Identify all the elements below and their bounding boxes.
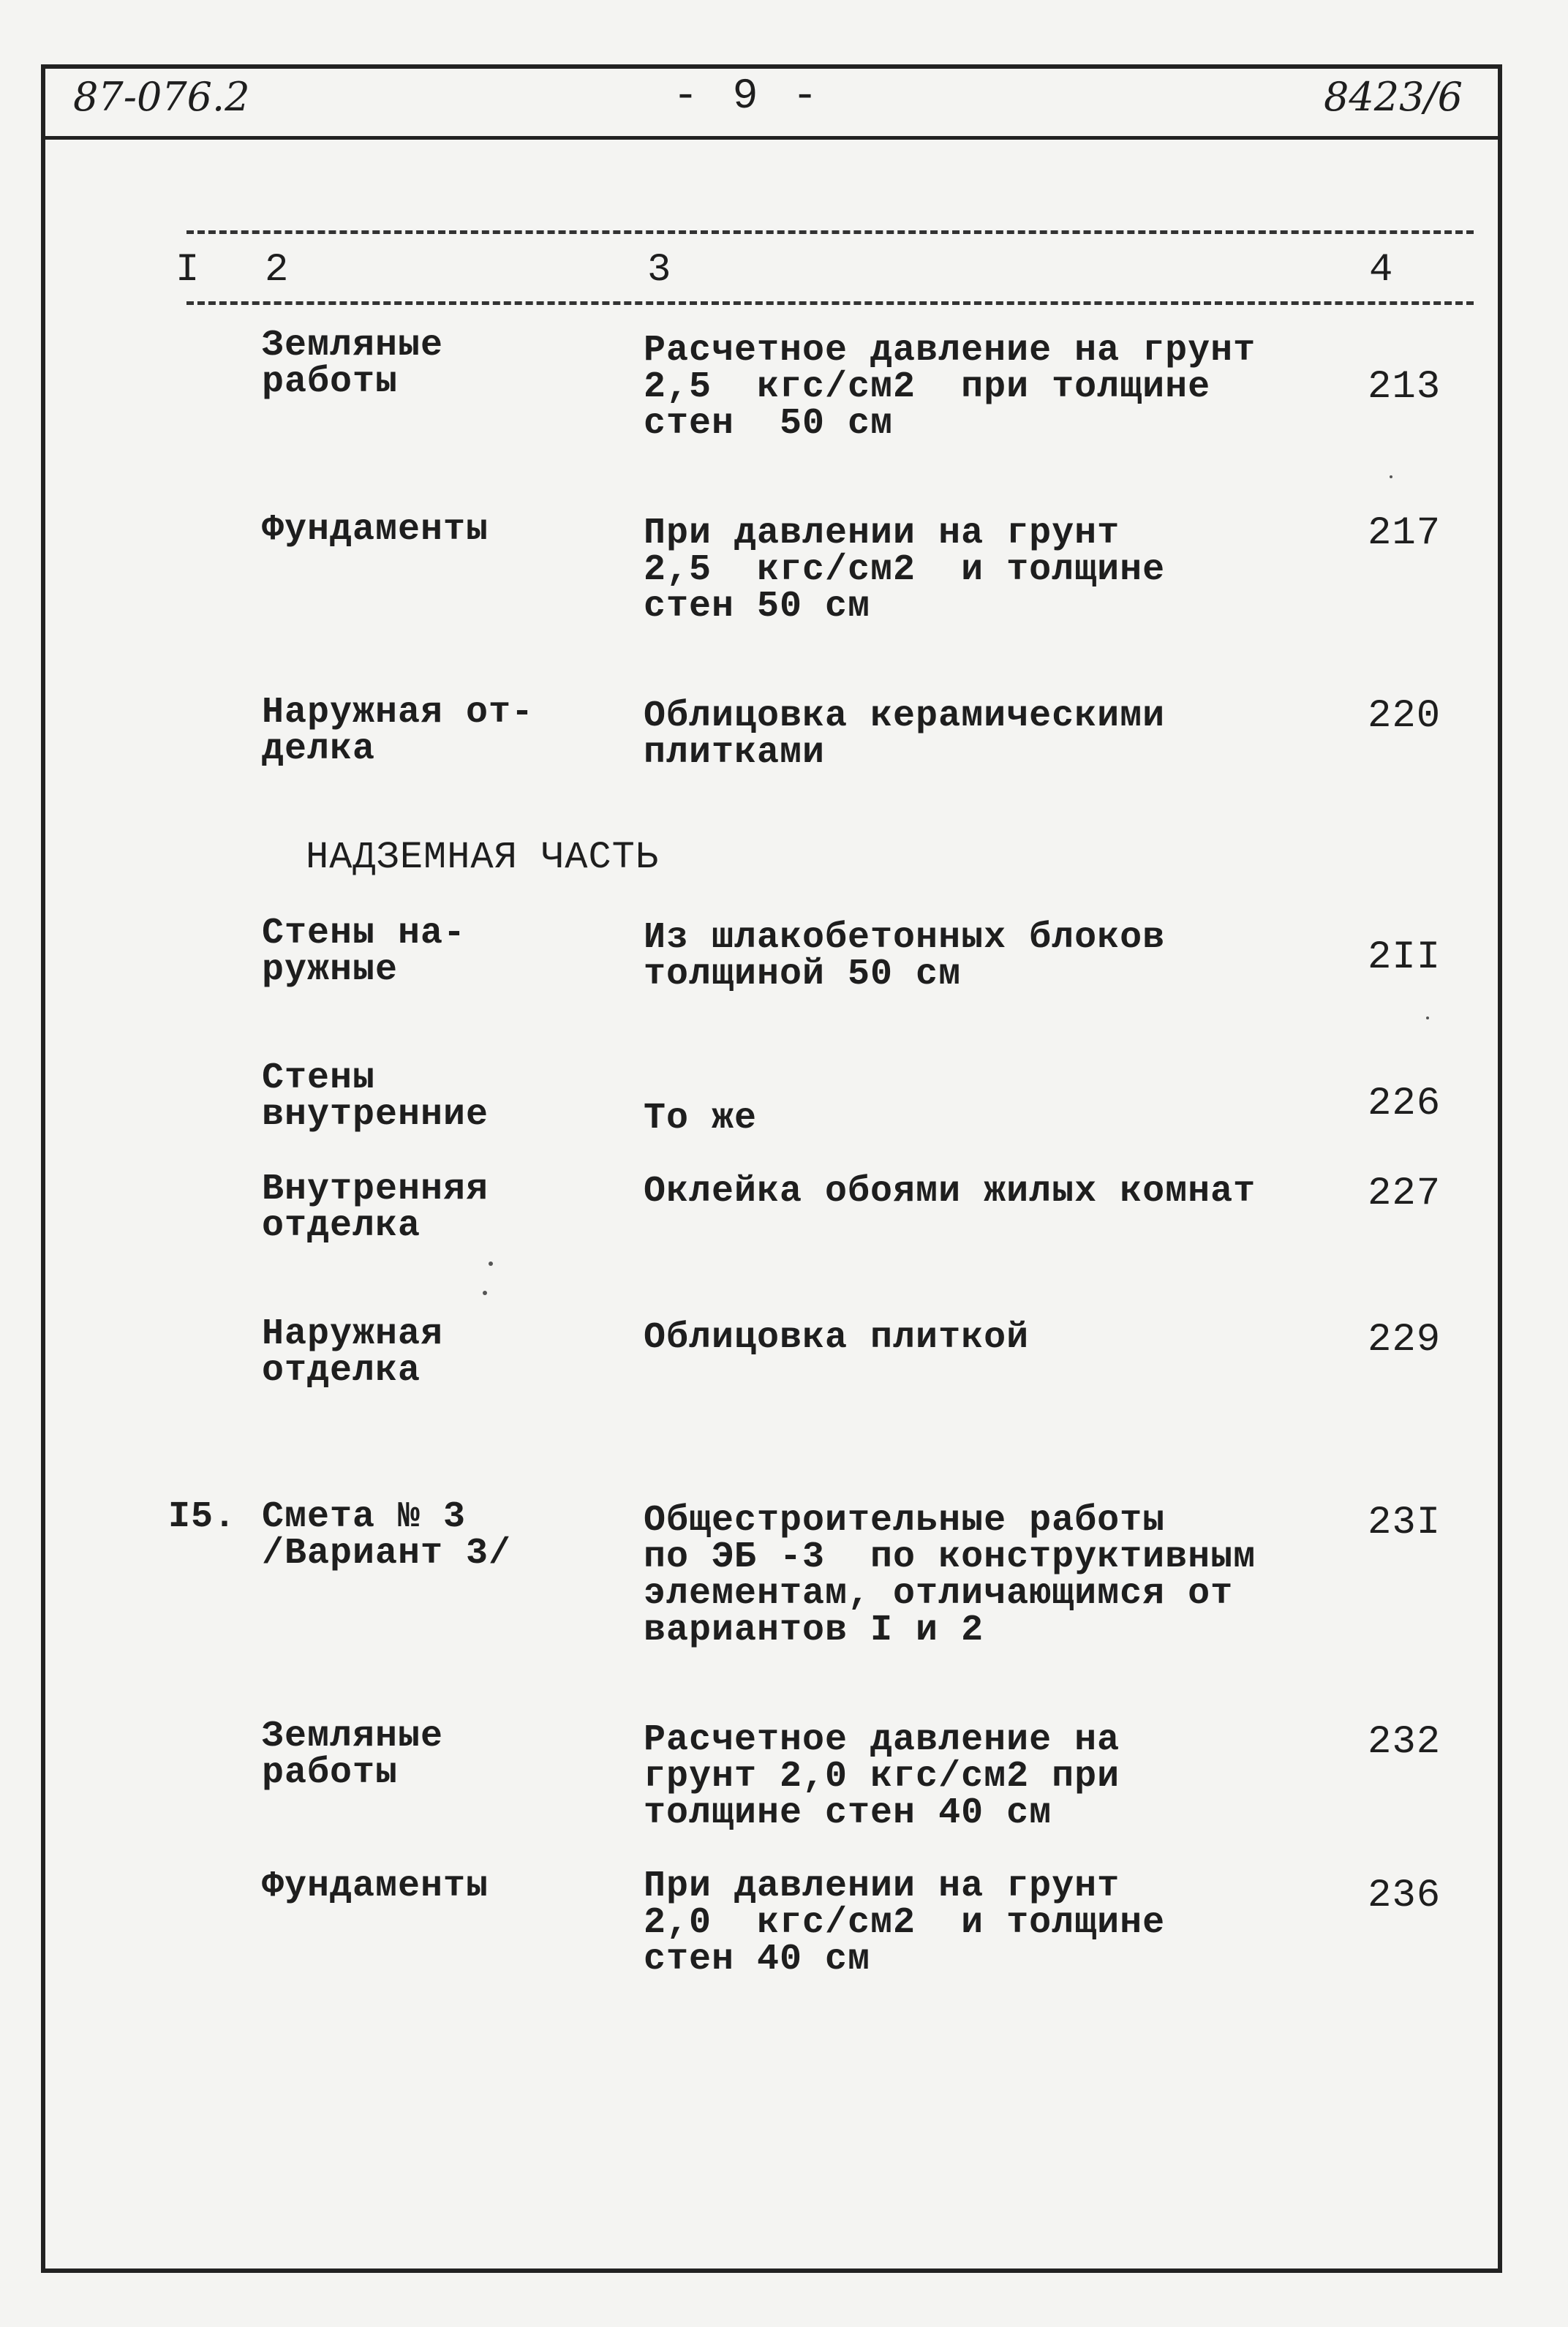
- row-description: Расчетное давление на грунт 2,0 кгс/см2 при толщине стен 40 см: [644, 1719, 1120, 1834]
- row-name: Наружная от- делка: [262, 692, 535, 770]
- row-page: 217: [1368, 511, 1441, 556]
- row-page: 226: [1368, 1082, 1441, 1126]
- row-page: 236: [1368, 1874, 1441, 1918]
- row-description: При давлении на грунт 2,0 кгс/см2 и толщине стен 40 см: [644, 1866, 1166, 1980]
- row-name: Земляные работы: [262, 1716, 444, 1794]
- scan-speck: [1390, 475, 1392, 478]
- row-description: Оклейка обоями жилых комнат: [644, 1171, 1256, 1212]
- column-number-1: I: [176, 248, 200, 293]
- column-number-4: 4: [1369, 248, 1393, 293]
- row-name: Смета № 3 /Вариант 3/: [262, 1496, 512, 1574]
- row-page: 213: [1368, 365, 1441, 410]
- row-description: Расчетное давление на грунт 2,5 кгс/см2 при толщине стен 50 см: [644, 330, 1256, 445]
- row-page: 232: [1368, 1720, 1441, 1765]
- document-code: 87-076.2: [73, 74, 250, 120]
- row-page: 23I: [1368, 1501, 1441, 1545]
- row-page: 2II: [1368, 935, 1441, 980]
- row-name: Фундаменты: [262, 509, 489, 551]
- scan-speck: [483, 1291, 487, 1295]
- row-name: Стены внутренние: [262, 1057, 489, 1136]
- scan-speck: [1426, 1017, 1429, 1019]
- column-number-2: 2: [265, 248, 289, 293]
- row-page: 220: [1368, 694, 1441, 739]
- row-page: 229: [1368, 1318, 1441, 1362]
- scan-speck: [489, 1261, 493, 1266]
- row-description: То же: [644, 1098, 758, 1139]
- row-name: Фундаменты: [262, 1866, 489, 1907]
- row-name: Наружная отделка: [262, 1313, 444, 1392]
- row-name: Стены на- ружные: [262, 913, 467, 991]
- sheet-code: 8423/6: [1324, 74, 1463, 120]
- section-title: НАДЗЕМНАЯ ЧАСТЬ: [306, 836, 660, 879]
- header-divider: [41, 136, 1502, 140]
- row-name: Внутренняя отделка: [262, 1169, 489, 1247]
- row-description: Облицовка керамическими плитками: [644, 695, 1166, 774]
- row-description: Из шлакобетонных блоков толщиной 50 см: [644, 917, 1166, 995]
- item-number: I5.: [168, 1496, 237, 1538]
- row-page: 227: [1368, 1172, 1441, 1216]
- column-number-3: 3: [647, 248, 671, 293]
- row-description: Облицовка плиткой: [644, 1317, 1030, 1359]
- page-number: - 9 -: [673, 73, 823, 121]
- row-description: Общестроительные работы по ЭБ -3 по конструктивным элементам, отличающимся от вариантов I и 2: [644, 1500, 1256, 1651]
- row-description: При давлении на грунт 2,5 кгс/см2 и толщине стен 50 см: [644, 513, 1166, 627]
- table-header-bottom-rule: [186, 301, 1474, 305]
- table-header-top-rule: [186, 230, 1474, 234]
- row-name: Земляные работы: [262, 325, 444, 403]
